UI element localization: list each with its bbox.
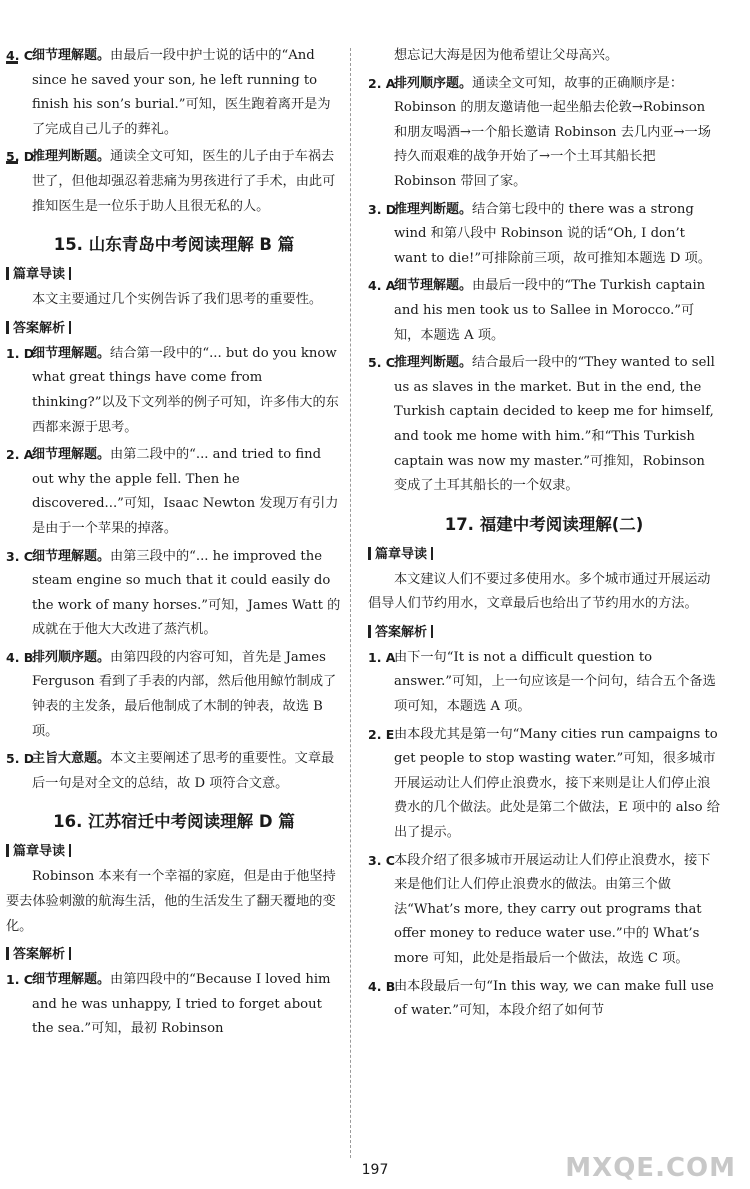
item-text: 由第四段中的“Because I loved him and he was unhappy, I tried to forget about the sea.”可知，最初 Robinson [32,972,331,1037]
left-column [6,44,342,1045]
item-text: 由第三段中的“... he improved the steam engine so much that it could easily do the work of many horses.”可知，James Watt 的成就在于他大大改进了蒸汽机。 [32,548,341,638]
question-type: 细节理解题。 [32,548,111,564]
guide-text: 本文主要通过几个实例告诉了我们思考的重要性。 [32,292,323,308]
item-text: 通读全文可知，医生的儿子由于车祸去世了，但他却强忍着悲痛为男孩进行了手术，由此可推知医生是一位乐于助人且很无私的人。 [32,149,336,214]
item-text: 由本段尤其是第一句“Many cities run campaigns to get people to stop wasting water.”可知，很多城市开展运动让人们停止浪费水，接下来则是让人们停止浪费水的几个做法。此处是第二个做法，E 项中的 also 给出了提示。 [394,726,720,841]
item-number: 5. D [6,149,35,165]
guide-label: 篇章导读 [368,543,720,562]
answer-item [368,274,720,348]
item-text: 由下一句“It is not a difficult question to answer.”可知，上一句应该是一个问句，结合五个备选项可知，本题选 A 项。 [394,649,716,715]
answer-label: 答案解析 [368,621,720,640]
question-type: 细节理解题。 [32,48,111,63]
answer-item [6,44,342,142]
answer-item [6,342,342,440]
item-number: 2. A [6,447,34,463]
section-title-15: 15. 山东青岛中考阅读理解 B 篇 [53,235,295,255]
question-type: 细节理解题。 [32,972,111,988]
question-type: 排列顺序题。 [394,75,473,91]
answer-label: 答案解析 [6,317,342,336]
item-number: 3. C [6,548,33,564]
answer-item [368,975,720,1024]
item-text: 由本段最后一句“In this way, we can make full use of water.”可知，本段介绍了如何节 [394,978,714,1019]
item-number: 1. A [368,649,396,665]
item-number: 3. D [368,201,397,217]
guide-text: Robinson 本来有一个幸福的家庭，但是由于他坚持要去体验刺激的航海生活，他的生活发生了翻天覆地的变化。 [6,869,336,934]
item-number: 4. B [6,649,34,665]
question-type: 排列顺序题。 [32,649,111,665]
answer-item [368,646,720,720]
item-number: 1. C [6,972,33,988]
answer-item [368,849,720,972]
item-number: 2. A [368,75,396,91]
item-text: 由最后一段中护士说的话中的“And since he saved your son, he left running to finish his son’s burial.”可知，医生跑着离开是为了完成自己儿子的葬礼。 [32,48,331,137]
item-number: 5. D [6,751,35,767]
answer-item [6,145,342,219]
question-type: 主旨大意题。 [32,751,111,767]
column-divider [350,48,351,1158]
guide-label: 篇章导读 [6,263,342,282]
item-number: 1. D [6,345,35,361]
section-title-16: 16. 江苏宿迁中考阅读理解 D 篇 [53,812,295,832]
answer-item [6,443,342,541]
item-text: 本段介绍了很多城市开展运动让人们停止浪费水，接下来是他们让人们停止浪费水的做法。由第三个做法“What’s more, they carry out programs that offer money to reduce water use.”中的 What’s more 可知，此处是指最后一个做法，故选 C 项。 [394,852,711,966]
question-type: 细节理解题。 [394,278,473,294]
guide-label: 篇章导读 [6,840,342,859]
section-title-17: 17. 福建中考阅读理解(二) [444,514,644,534]
item-text: 本文主要阐述了思考的重要性。文章最后一句是对全文的总结，故 D 项符合文意。 [32,751,335,791]
item-number: 4. C [6,48,33,63]
question-type: 推理判断题。 [394,355,473,371]
item-text: 由第二段中的“... and tried to find out why the apple fell. Then he discovered...”可知，Isaac Newton 发现万有引力是由于一个苹果的掉落。 [32,447,339,536]
answer-item [368,723,720,846]
item-number: 2. E [368,726,395,742]
answer-label: 答案解析 [6,943,342,962]
question-type: 细节理解题。 [32,345,111,361]
question-type: 细节理解题。 [32,447,111,463]
right-column [368,44,720,1027]
item-text: 通读全文可知，故事的正确顺序是：Robinson 的朋友邀请他一起坐船去伦敦→Robinson 和朋友喝酒→一个船长邀请 Robinson 去几内亚→一场持久而艰难的战争开始了→一个土耳其船长把 Robinson 带回了家。 [394,75,711,189]
answer-item [368,351,720,499]
item-text: 结合第七段中的 there was a strong wind 和第八段中 Robinson 说的话“Oh, I don’t want to die!”可排除前三项，故可推知本题选 D 项。 [394,201,712,266]
question-type: 推理判断题。 [32,149,111,165]
answer-item [6,968,342,1042]
answer-item [6,545,342,643]
page-number: 197 [361,1162,389,1178]
item-number: 4. B [368,978,396,994]
watermark-logo: MXQE.COM [565,1153,736,1183]
item-number: 4. A [368,278,396,294]
continued-text: 想忘记大海是因为他希望让父母高兴。 [394,48,619,63]
answer-item [368,198,720,272]
guide-text: 本文建议人们不要过多使用水。多个城市通过开展运动倡导人们节约用水，文章最后也给出了节约用水的方法。 [368,571,711,612]
item-text: 由第四段的内容可知，首先是 James Ferguson 看到了手表的内部，然后他用鲸竹制成了钟表的主发条，最后他制成了木制的钟表，故选 B 项。 [32,649,337,739]
item-text: 结合第一段中的“... but do you know what great things have come from thinking?”以及下文列举的例子可知，许多伟大的东西都来源于思考。 [32,345,339,435]
item-number: 5. C [368,355,395,371]
item-text: 结合最后一段中的“They wanted to sell us as slaves in the market. But in the end, the Turkish captain decided to keep me for himself, and took me home with him.”和“This Turkish captain was now my master.”可推知，Robinson 变成了土耳其船长的一个奴隶。 [394,355,715,494]
answer-item [6,646,342,744]
item-number: 3. C [368,852,395,868]
item-text: 由最后一段中的“The Turkish captain and his men took us to Sallee in Morocco.”可知，本题选 A 项。 [394,278,706,343]
answer-item [368,72,720,195]
answer-item [6,747,342,796]
question-type: 推理判断题。 [394,201,473,217]
